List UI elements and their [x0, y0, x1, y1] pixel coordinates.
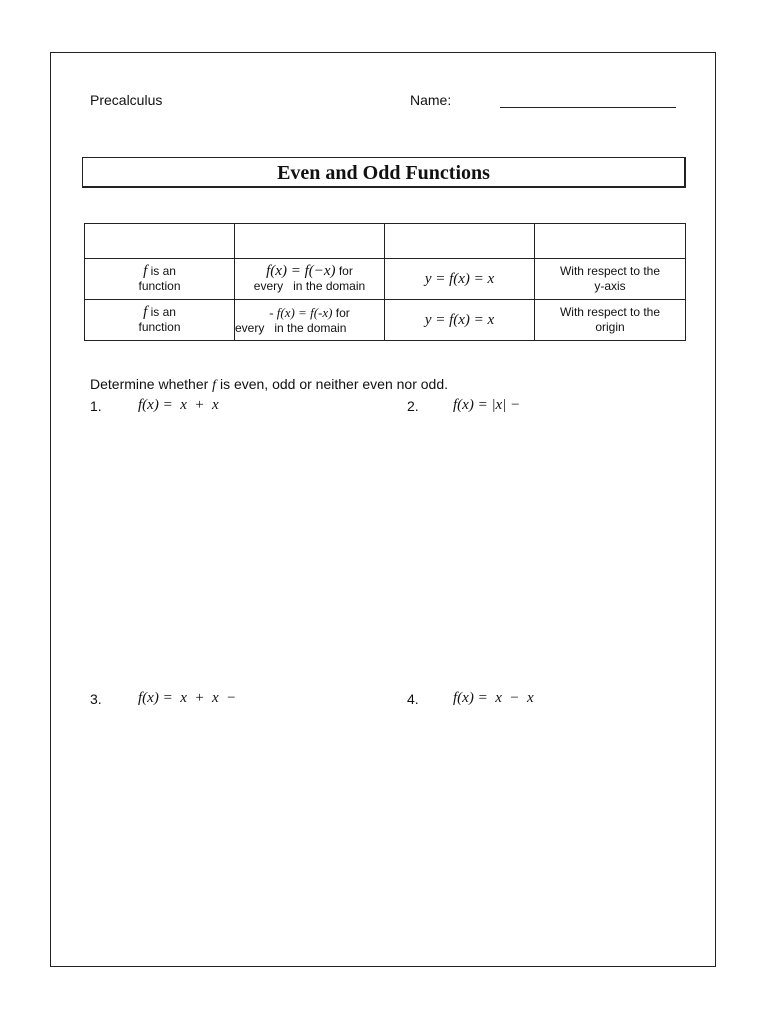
- f-symbol: f: [143, 263, 148, 279]
- function-type-cell: [85, 259, 235, 300]
- cell-text: With respect to the: [559, 264, 661, 278]
- cell-text: is an: [147, 305, 176, 319]
- page-border: [50, 52, 716, 967]
- properties-table: [84, 223, 686, 341]
- directions-text: is even, odd or neither even nor odd.: [216, 376, 448, 392]
- table-header-cell: [85, 224, 235, 259]
- table-header-cell: [535, 224, 686, 259]
- f-symbol: f: [143, 304, 148, 320]
- problem-number: 3.: [90, 691, 102, 707]
- f-symbol: f: [212, 378, 217, 393]
- table-row-odd: [85, 300, 686, 341]
- definition-cell: [235, 300, 385, 341]
- graph-equation-cell: [385, 259, 535, 300]
- problem-expression: f(x) = x − x: [453, 690, 534, 706]
- directions-text: Determine whether: [90, 376, 213, 392]
- table-header-row: [85, 224, 686, 259]
- definition-math: f(x) = f(−x): [266, 263, 336, 279]
- problem-number: 2.: [407, 398, 419, 414]
- cell-text: function: [138, 279, 181, 293]
- problem-expression: f(x) = |x| −: [453, 397, 521, 413]
- name-label: Name:: [410, 92, 452, 108]
- definition-cell: [235, 259, 385, 300]
- problem-number: 1.: [90, 398, 102, 414]
- problem-expression: f(x) = x + x −: [138, 690, 237, 706]
- cell-text: origin: [595, 320, 625, 334]
- cell-text: function: [138, 320, 181, 334]
- course-name: Precalculus: [90, 92, 163, 108]
- graph-equation: y = f(x) = x: [424, 311, 495, 328]
- worksheet-title: Even and Odd Functions: [82, 157, 686, 188]
- cell-text: y-axis: [594, 279, 626, 293]
- symmetry-cell: [535, 300, 686, 341]
- cell-text: every in the domain: [235, 320, 347, 335]
- cell-text: for: [335, 264, 353, 278]
- table-header-cell: [235, 224, 385, 259]
- problem-expression: f(x) = x + x: [138, 397, 219, 413]
- problem-number: 4.: [407, 691, 419, 707]
- table-header-cell: [385, 224, 535, 259]
- cell-text: every in the domain: [253, 279, 366, 293]
- graph-equation-cell: [385, 300, 535, 341]
- definition-math: - f(x) = f(-x): [269, 304, 333, 320]
- function-type-cell: [85, 300, 235, 341]
- cell-text: for: [332, 305, 350, 320]
- cell-text: is an: [147, 264, 176, 278]
- table-row-even: [85, 259, 686, 300]
- name-blank-line[interactable]: [500, 107, 676, 108]
- symmetry-cell: [535, 259, 686, 300]
- directions: [90, 376, 448, 394]
- graph-equation: y = f(x) = x: [424, 270, 495, 287]
- cell-text: With respect to the: [559, 305, 661, 319]
